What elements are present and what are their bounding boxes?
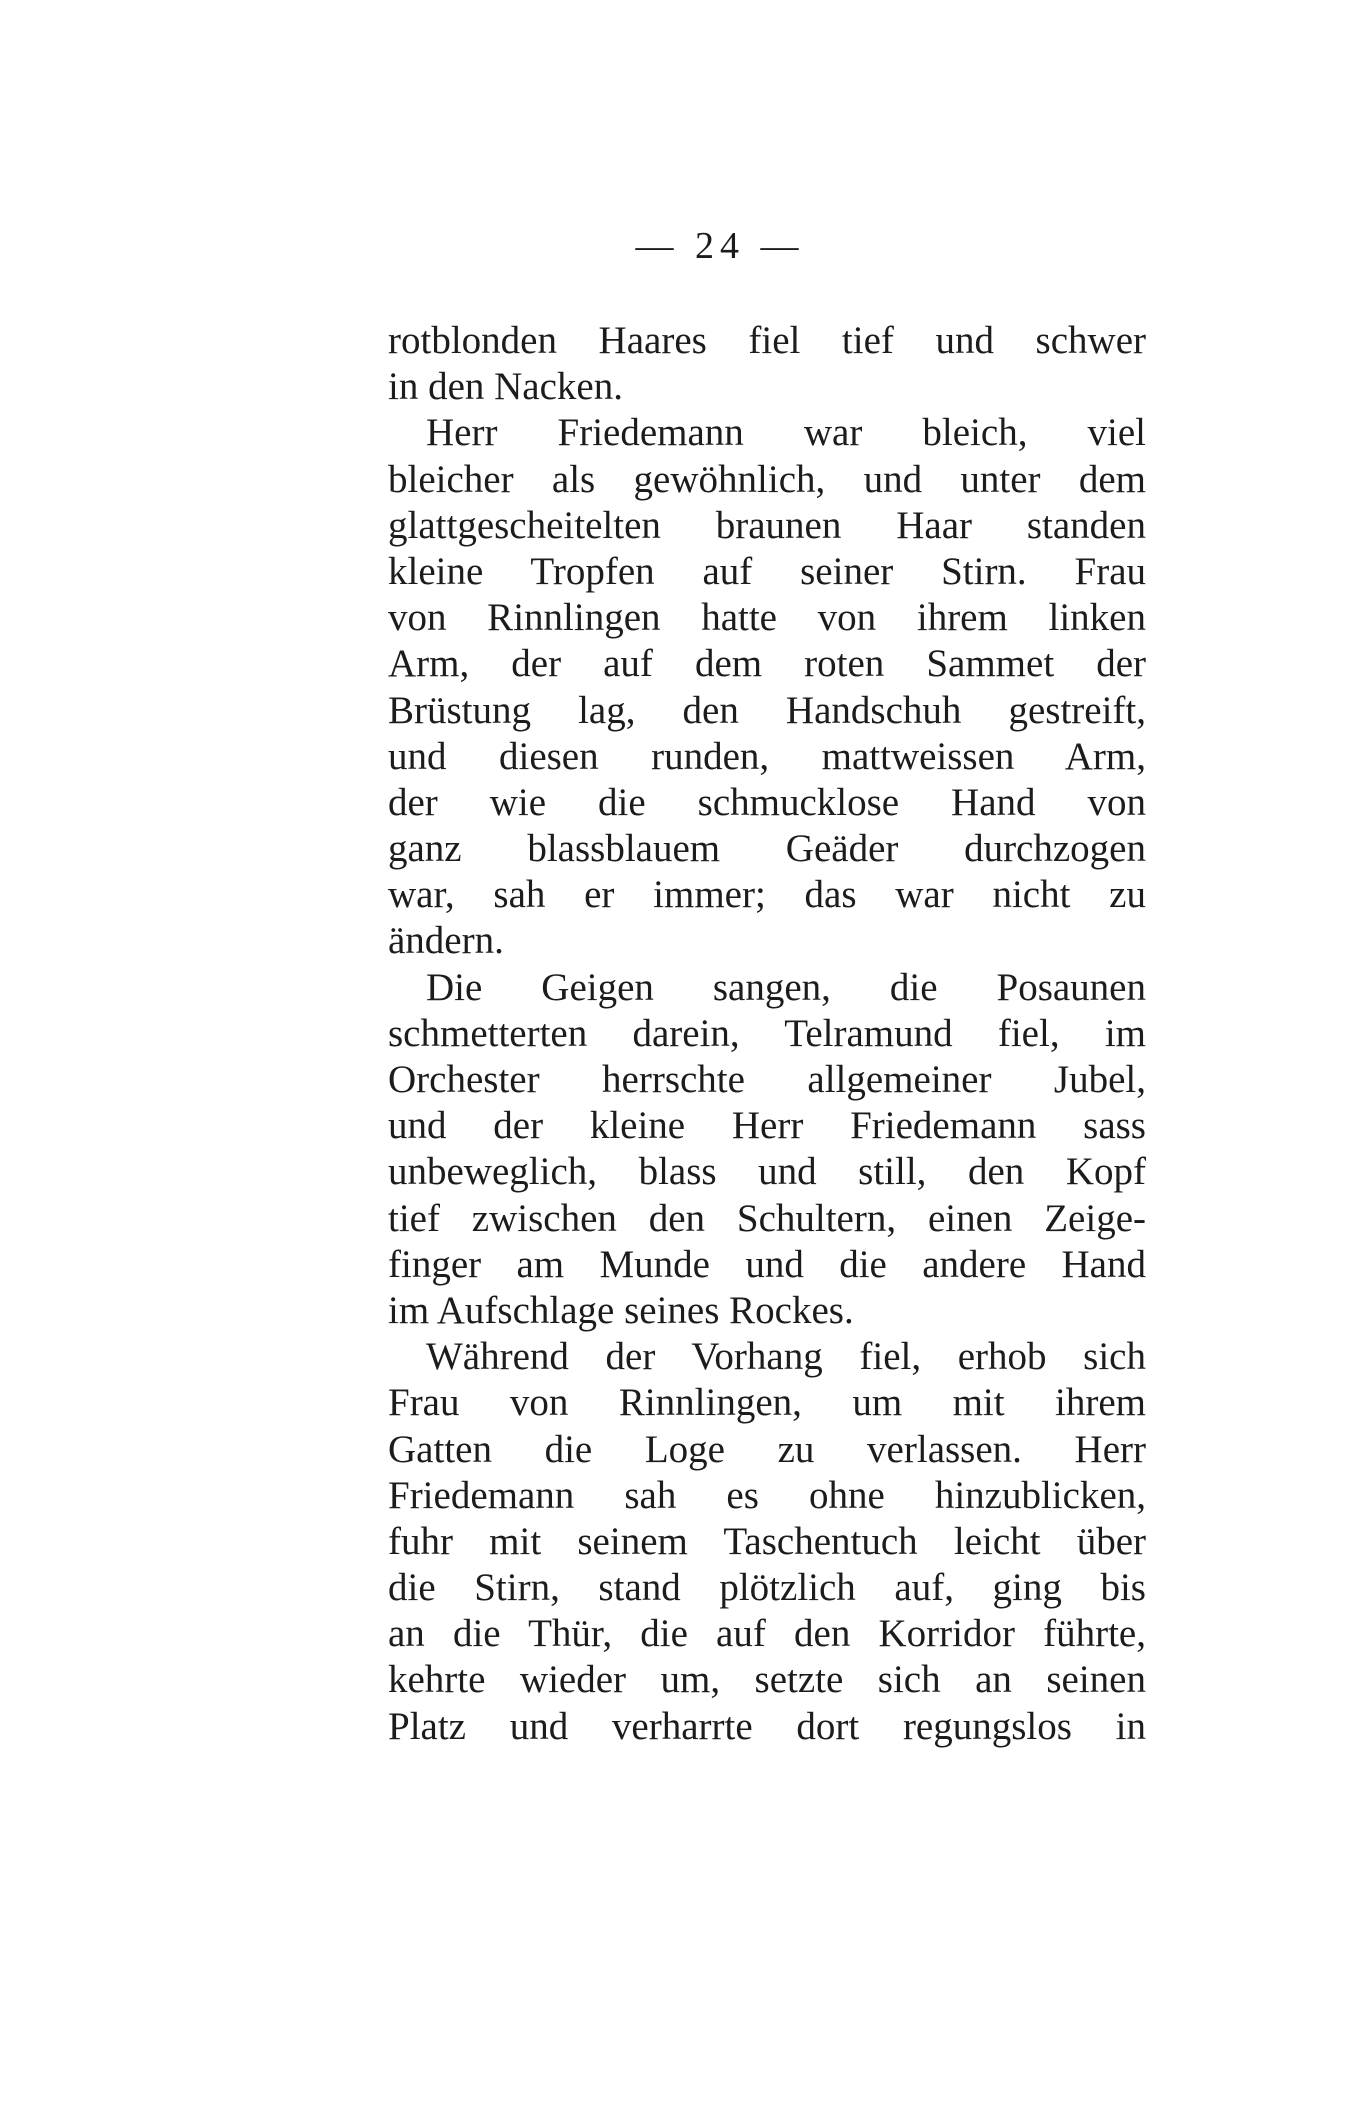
text-line: Während der Vorhang fiel, erhob sich (426, 1335, 1146, 1379)
text-line: unbeweglich, blass und still, den Kopf (388, 1150, 1146, 1194)
text-line: von Rinnlingen hatte von ihrem linken (388, 596, 1146, 640)
text-line: Platz und verharrte dort regungslos in (388, 1704, 1146, 1748)
text-line: an die Thür, die auf den Korridor führte, (388, 1612, 1146, 1656)
text-line: Orchester herrschte allgemeiner Jubel, (388, 1058, 1146, 1101)
text-line: ganz blassblauem Geäder durchzogen (388, 827, 1146, 871)
text-line: und diesen runden, mattweissen Arm, (388, 734, 1146, 778)
text-line: Arm, der auf dem roten Sammet der (388, 642, 1146, 686)
text-line: und der kleine Herr Friedemann sass (388, 1104, 1146, 1148)
text-line: rotblonden Haares fiel tief und schwer (388, 319, 1146, 362)
text-line: in den Nacken. (388, 365, 623, 409)
text-line: Brüstung lag, den Handschuh gestreift, (388, 688, 1146, 732)
text-line: Friedemann sah es ohne hinzublicken, (388, 1473, 1146, 1517)
text-line: Gatten die Loge zu verlassen. Herr (388, 1427, 1146, 1471)
text-line: im Aufschlage seines Rockes. (388, 1288, 854, 1332)
text-line: Frau von Rinnlingen, um mit ihrem (388, 1381, 1146, 1425)
page-number: — 24 — (635, 225, 805, 267)
text-line: finger am Munde und die andere Hand (388, 1242, 1146, 1286)
text-line: Herr Friedemann war bleich, viel (426, 411, 1146, 455)
text-line: kleine Tropfen auf seiner Stirn. Frau (388, 549, 1146, 593)
text-line: fuhr mit seinem Taschentuch leicht über (388, 1519, 1146, 1563)
text-line: Die Geigen sangen, die Posaunen (426, 965, 1146, 1009)
text-line: der wie die schmucklose Hand von (388, 780, 1146, 824)
text-line: kehrte wieder um, setzte sich an seinen (388, 1658, 1146, 1702)
text-line: die Stirn, stand plötzlich auf, ging bis (388, 1566, 1146, 1610)
body-text (388, 318, 1146, 1750)
text-line: war, sah er immer; das war nicht zu (388, 873, 1146, 917)
text-line: schmetterten darein, Telramund fiel, im (388, 1011, 1146, 1055)
text-line: ändern. (388, 919, 504, 963)
text-line: bleicher als gewöhnlich, und unter dem (388, 457, 1146, 501)
text-line: tief zwischen den Schultern, einen Zeige- (388, 1196, 1146, 1240)
text-line: glattgescheitelten braunen Haar standen (388, 503, 1146, 547)
